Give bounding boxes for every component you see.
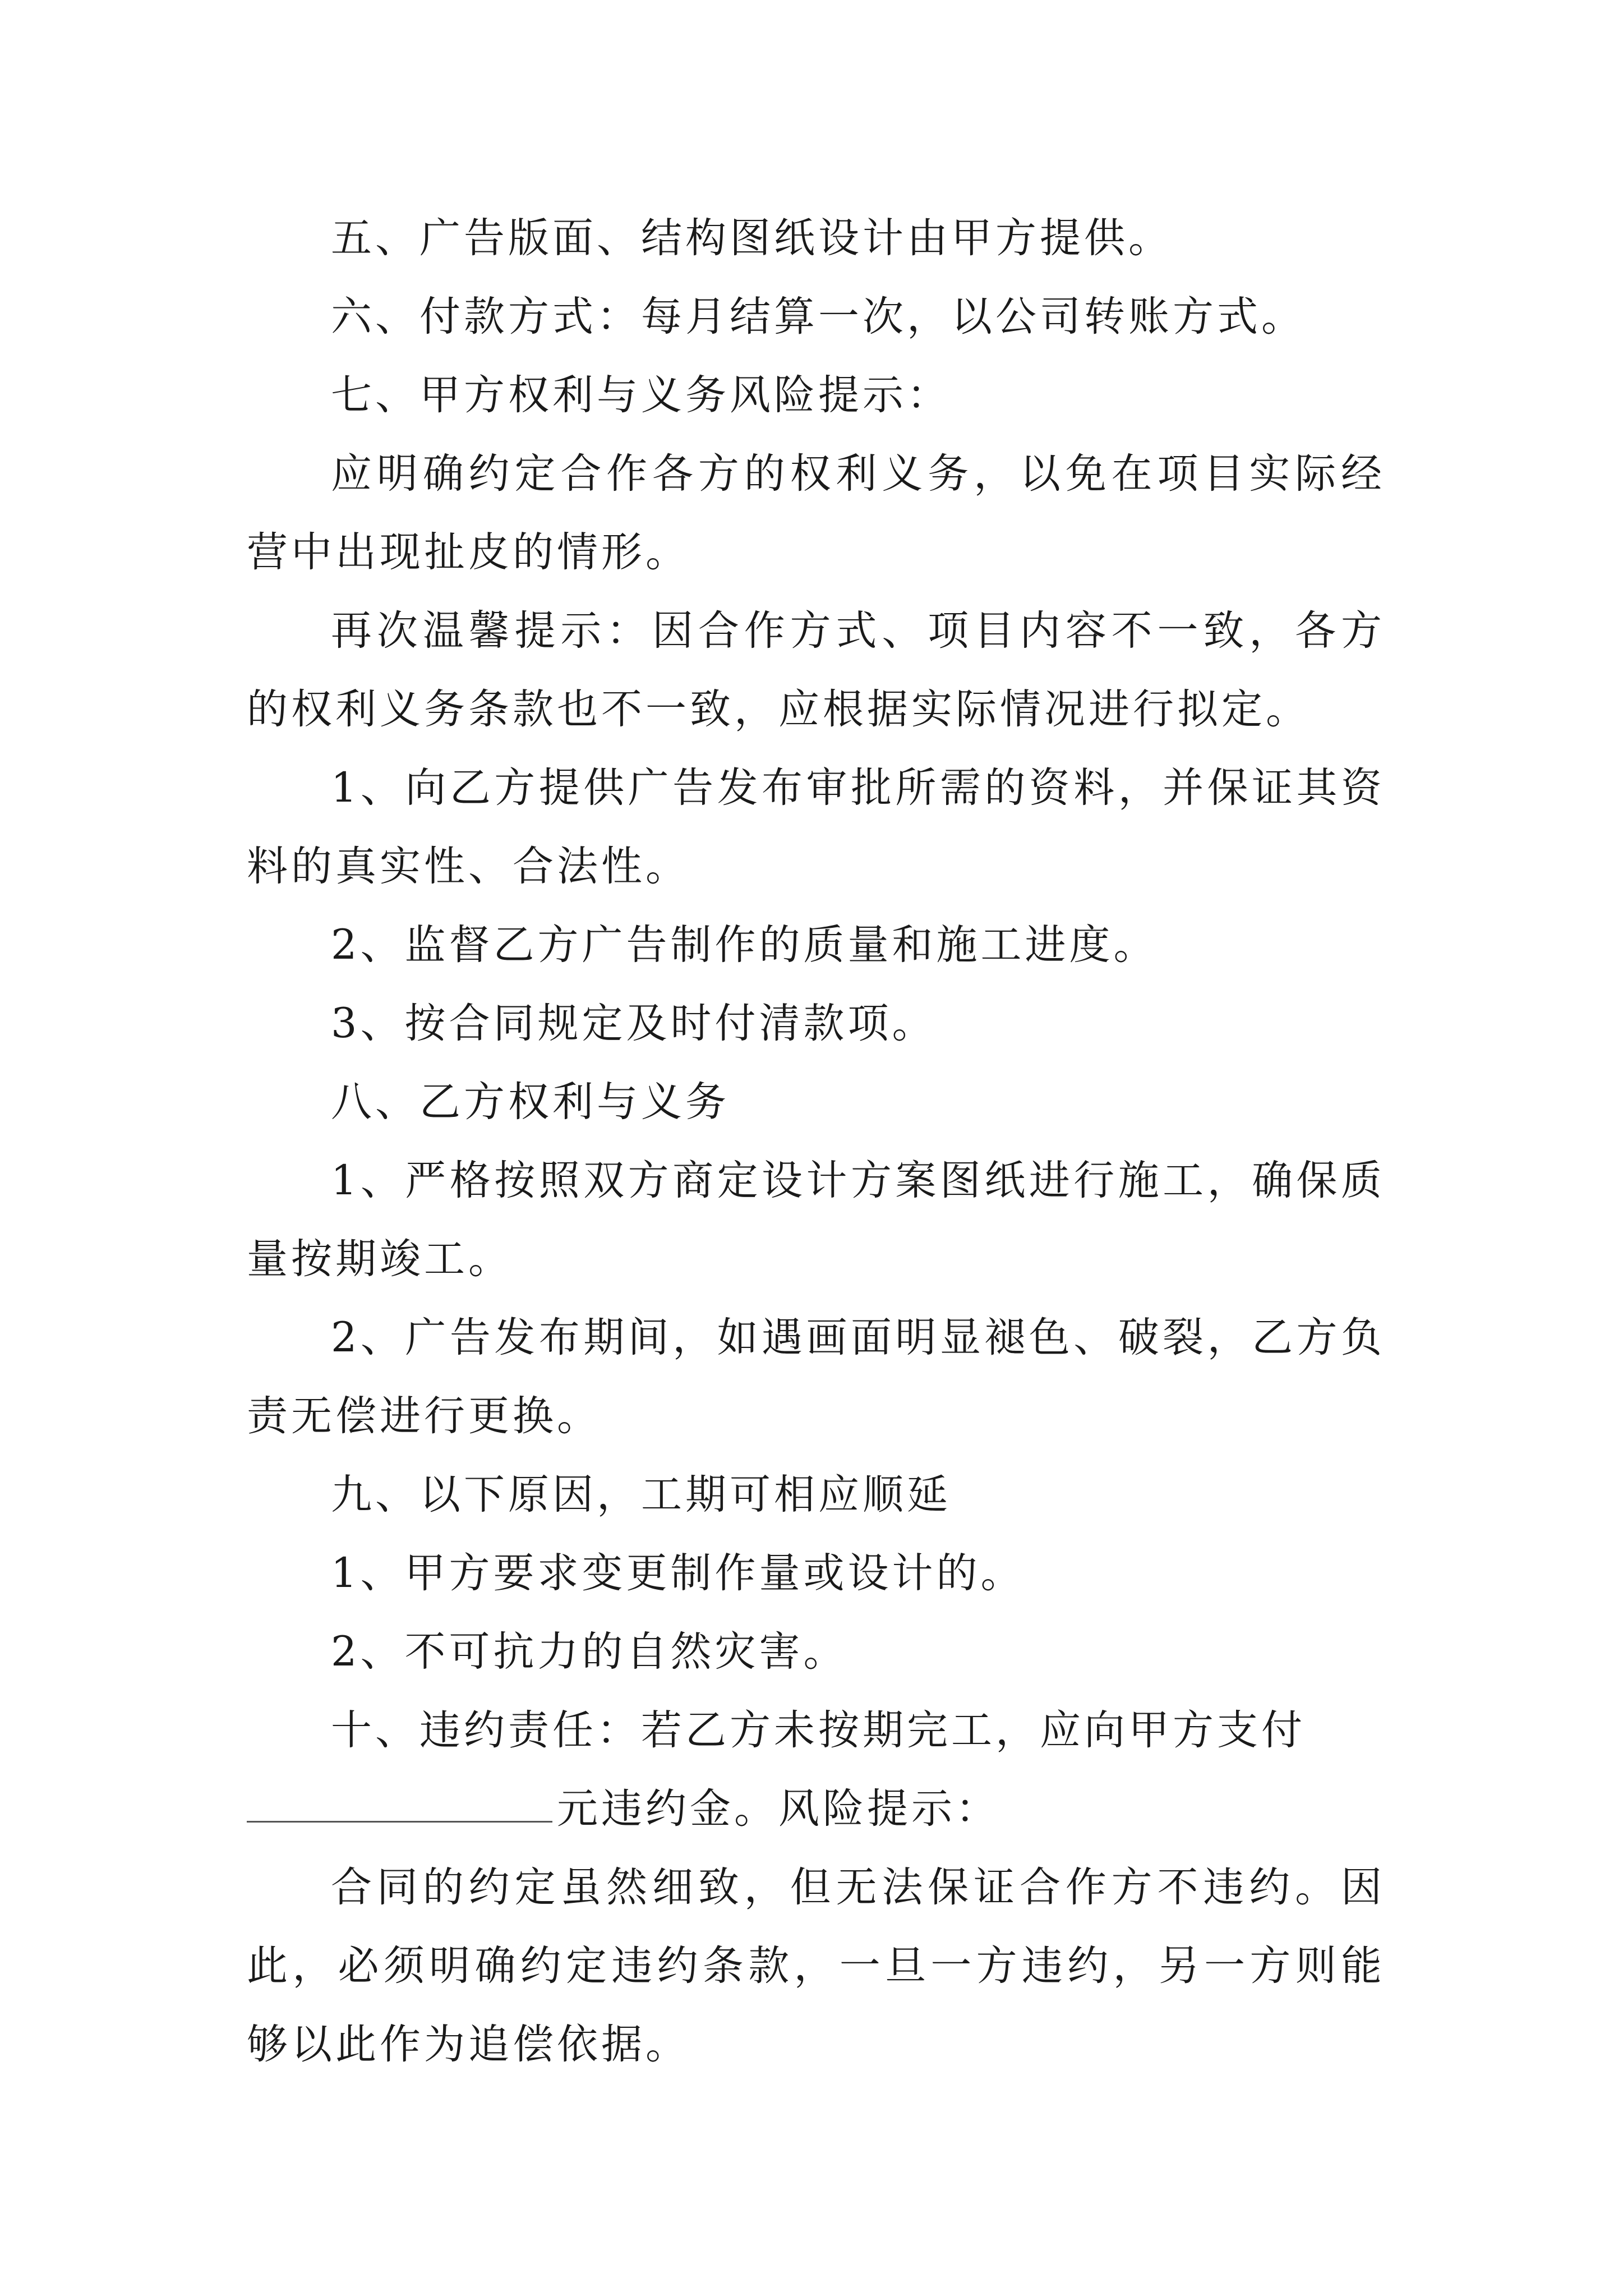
paragraph-delay-2: 2、不可抗力的自然灾害。 bbox=[331, 1628, 848, 1676]
paragraph-party-a-2: 2、监督乙方广告制作的质量和施工进度。 bbox=[331, 921, 1158, 969]
paragraph-risk-note-2: 再次温馨提示：因合作方式、项目内容不一致，各方的权利义务条款也不一致，应根据实际情况进行拟定。 bbox=[247, 607, 1385, 733]
paragraph-item-6: 六、付款方式：每月结算一次，以公司转账方式。 bbox=[331, 293, 1306, 341]
paragraph-item-9: 九、以下原因，工期可相应顺延 bbox=[331, 1471, 951, 1519]
paragraph-risk-note-1: 应明确约定合作各方的权利义务，以免在项目实际经营中出现扯皮的情形。 bbox=[247, 450, 1385, 576]
penalty-amount-blank bbox=[247, 1819, 552, 1823]
paragraph-item-10-cont bbox=[247, 1770, 1385, 1848]
paragraph-party-b-1: 1、严格按照双方商定设计方案图纸进行施工，确保质量按期竣工。 bbox=[247, 1157, 1385, 1283]
paragraph-item-10 bbox=[247, 1691, 1385, 1770]
paragraph-item-8: 八、乙方权利与义务 bbox=[331, 1078, 730, 1126]
document-body bbox=[247, 199, 1385, 2084]
paragraph-party-b-2: 2、广告发布期间，如遇画面明显褪色、破裂，乙方负责无偿进行更换。 bbox=[247, 1314, 1385, 1440]
breach-clause-line1: 十、违约责任：若乙方未按期完工，应向甲方支付 bbox=[331, 1706, 1306, 1754]
paragraph-item-7: 七、甲方权利与义务风险提示： bbox=[331, 371, 951, 419]
breach-clause-line2: 元违约金。风险提示： bbox=[557, 1785, 1000, 1833]
paragraph-item-5: 五、广告版面、结构图纸设计由甲方提供。 bbox=[331, 214, 1173, 262]
paragraph-party-a-1: 1、向乙方提供广告发布审批所需的资料，并保证其资料的真实性、合法性。 bbox=[247, 764, 1385, 890]
paragraph-closing: 合同的约定虽然细致，但无法保证合作方不违约。因此，必须明确约定违约条款，一旦一方违约，另一方则能够以此作为追偿依据。 bbox=[247, 1864, 1385, 2068]
paragraph-delay-1: 1、甲方要求变更制作量或设计的。 bbox=[331, 1549, 1025, 1597]
paragraph-party-a-3: 3、按合同规定及时付清款项。 bbox=[331, 1000, 937, 1047]
